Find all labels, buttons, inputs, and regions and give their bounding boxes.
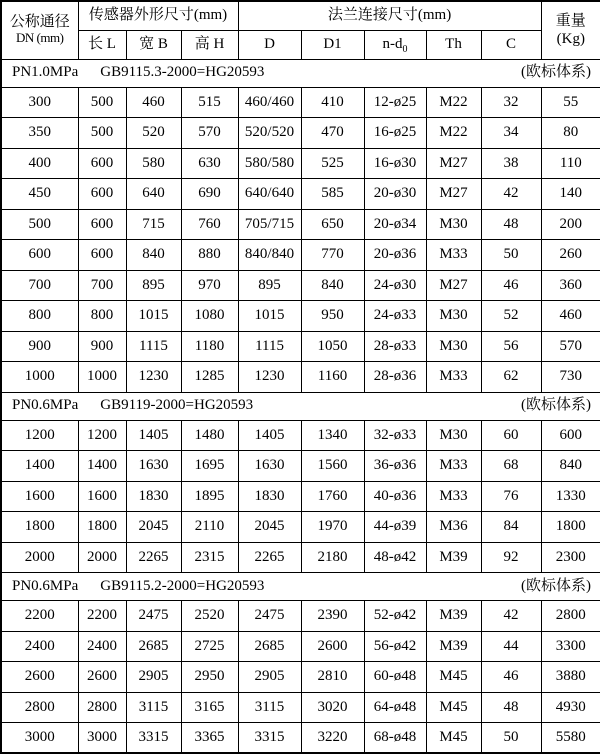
table-row <box>1 481 600 512</box>
table-cell: 60 <box>481 420 541 451</box>
table-cell: 3165 <box>181 692 238 723</box>
table-cell: 48 <box>481 209 541 240</box>
table-cell: 92 <box>481 542 541 573</box>
table-cell: 1895 <box>181 481 238 512</box>
table-cell: 640/640 <box>238 179 301 210</box>
table-cell: 56 <box>481 331 541 362</box>
table-cell: M30 <box>426 209 481 240</box>
table-cell: 1115 <box>126 331 181 362</box>
table-cell: M22 <box>426 87 481 118</box>
table-cell: 3020 <box>301 692 364 723</box>
table-cell: 900 <box>1 331 78 362</box>
table-cell: 3315 <box>238 723 301 754</box>
table-cell: 580/580 <box>238 148 301 179</box>
table-cell: 1015 <box>126 301 181 332</box>
table-cell: 1230 <box>238 362 301 393</box>
table-cell: 470 <box>301 118 364 149</box>
standard-note: (欧标体系) <box>521 64 592 81</box>
table-cell: 2905 <box>126 662 181 693</box>
table-cell: 16-ø30 <box>364 148 426 179</box>
table-cell: 2685 <box>126 631 181 662</box>
table-cell: M30 <box>426 301 481 332</box>
table-cell: 2600 <box>301 631 364 662</box>
table-cell: 520/520 <box>238 118 301 149</box>
table-row <box>1 542 600 573</box>
table-cell: 3315 <box>126 723 181 754</box>
table-row <box>1 179 600 210</box>
table-cell: 3220 <box>301 723 364 754</box>
table-row <box>1 270 600 301</box>
table-cell: 1630 <box>238 451 301 482</box>
section-header-row <box>1 59 600 87</box>
table-cell: 705/715 <box>238 209 301 240</box>
table-cell: M39 <box>426 631 481 662</box>
table-cell: 2800 <box>1 692 78 723</box>
table-cell: 2000 <box>1 542 78 573</box>
table-cell: 2475 <box>238 601 301 632</box>
column-header: 长 L <box>78 30 126 59</box>
table-row <box>1 723 600 754</box>
table-cell: 68 <box>481 451 541 482</box>
table-row <box>1 631 600 662</box>
table-cell: 2810 <box>301 662 364 693</box>
standard-note: (欧标体系) <box>521 397 592 414</box>
table-cell: 2200 <box>1 601 78 632</box>
table-cell: 700 <box>1 270 78 301</box>
table-cell: 1080 <box>181 301 238 332</box>
header-nominal-diameter-cn: 公称通径 <box>9 14 70 31</box>
table-cell: 2045 <box>238 512 301 543</box>
table-cell: M39 <box>426 601 481 632</box>
table-cell: 730 <box>541 362 600 393</box>
table-cell: 1285 <box>181 362 238 393</box>
table-cell: 570 <box>541 331 600 362</box>
table-cell: M36 <box>426 512 481 543</box>
table-row <box>1 240 600 271</box>
table-row <box>1 451 600 482</box>
table-cell: 640 <box>126 179 181 210</box>
table-cell: 42 <box>481 179 541 210</box>
header-weight-unit: (Kg) <box>556 31 585 48</box>
table-cell: 760 <box>181 209 238 240</box>
table-cell: 3000 <box>1 723 78 754</box>
table-cell: 1560 <box>301 451 364 482</box>
table-cell: 1400 <box>78 451 126 482</box>
table-row <box>1 420 600 451</box>
table-cell: 1200 <box>1 420 78 451</box>
table-cell: 20-ø36 <box>364 240 426 271</box>
table-cell: 1180 <box>181 331 238 362</box>
header-weight-cn: 重量 <box>555 13 586 30</box>
table-cell: 110 <box>541 148 600 179</box>
table-cell: 630 <box>181 148 238 179</box>
table-cell: 600 <box>78 148 126 179</box>
column-header: 高 H <box>181 30 238 59</box>
table-cell: 520 <box>126 118 181 149</box>
table-cell: 840 <box>301 270 364 301</box>
table-row <box>1 118 600 149</box>
table-cell: 56-ø42 <box>364 631 426 662</box>
table-cell: 1115 <box>238 331 301 362</box>
table-cell: 3115 <box>238 692 301 723</box>
table-cell: 20-ø30 <box>364 179 426 210</box>
table-cell: 1630 <box>126 451 181 482</box>
table-cell: M45 <box>426 723 481 754</box>
table-cell: 36-ø36 <box>364 451 426 482</box>
header-row-groups <box>1 1 600 30</box>
table-row <box>1 87 600 118</box>
standard-note: (欧标体系) <box>521 577 592 594</box>
table-cell: 580 <box>126 148 181 179</box>
table-row <box>1 301 600 332</box>
column-header: D <box>238 30 301 59</box>
table-cell: 2725 <box>181 631 238 662</box>
table-cell: 24-ø30 <box>364 270 426 301</box>
table-row <box>1 148 600 179</box>
table-cell: 38 <box>481 148 541 179</box>
table-cell: 1830 <box>126 481 181 512</box>
table-cell: 12-ø25 <box>364 87 426 118</box>
header-weight <box>541 1 600 59</box>
table-cell: 500 <box>78 118 126 149</box>
table-cell: 46 <box>481 662 541 693</box>
table-cell: 40-ø36 <box>364 481 426 512</box>
table-cell: 1160 <box>301 362 364 393</box>
table-cell: 585 <box>301 179 364 210</box>
table-cell: M33 <box>426 451 481 482</box>
table-row <box>1 601 600 632</box>
table-cell: 2400 <box>78 631 126 662</box>
column-header: D1 <box>301 30 364 59</box>
table-cell: 1405 <box>126 420 181 451</box>
table-cell: 2300 <box>541 542 600 573</box>
table-cell: 1760 <box>301 481 364 512</box>
table-cell: 3115 <box>126 692 181 723</box>
table-cell: 52 <box>481 301 541 332</box>
table-cell: 690 <box>181 179 238 210</box>
table-row <box>1 362 600 393</box>
column-header: C <box>481 30 541 59</box>
table-cell: 2685 <box>238 631 301 662</box>
header-sensor-dimensions-group: 传感器外形尺寸(mm) <box>78 1 238 30</box>
table-cell: 80 <box>541 118 600 149</box>
table-cell: 300 <box>1 87 78 118</box>
table-cell: 895 <box>238 270 301 301</box>
table-cell: 570 <box>181 118 238 149</box>
column-header: 宽 B <box>126 30 181 59</box>
table-cell: 500 <box>78 87 126 118</box>
table-cell: 50 <box>481 240 541 271</box>
table-cell: 515 <box>181 87 238 118</box>
table-cell: 700 <box>78 270 126 301</box>
table-cell: 350 <box>1 118 78 149</box>
table-cell: 28-ø36 <box>364 362 426 393</box>
header-flange-dimensions-group: 法兰连接尺寸(mm) <box>238 1 541 30</box>
standard-code: GB9119-2000=HG20593 <box>100 397 254 414</box>
table-cell: M33 <box>426 481 481 512</box>
table-cell: 600 <box>78 209 126 240</box>
table-cell: 360 <box>541 270 600 301</box>
table-cell: 800 <box>78 301 126 332</box>
table-cell: 800 <box>1 301 78 332</box>
table-cell: 2475 <box>126 601 181 632</box>
table-cell: 55 <box>541 87 600 118</box>
table-cell: 840 <box>126 240 181 271</box>
table-cell: 600 <box>78 179 126 210</box>
pressure-rating: PN0.6MPa <box>12 397 79 414</box>
table-cell: 400 <box>1 148 78 179</box>
table-cell: 715 <box>126 209 181 240</box>
table-cell: 1015 <box>238 301 301 332</box>
table-cell: 2520 <box>181 601 238 632</box>
table-cell: M30 <box>426 331 481 362</box>
table-cell: M45 <box>426 662 481 693</box>
table-cell: M27 <box>426 148 481 179</box>
table-cell: 2390 <box>301 601 364 632</box>
table-cell: 2800 <box>541 601 600 632</box>
table-cell: 3300 <box>541 631 600 662</box>
table-cell: 4930 <box>541 692 600 723</box>
table-cell: 1800 <box>78 512 126 543</box>
header-nominal-diameter-unit: DN (mm) <box>16 30 64 46</box>
table-cell: 3000 <box>78 723 126 754</box>
table-cell: 1000 <box>78 362 126 393</box>
table-cell: 410 <box>301 87 364 118</box>
table-cell: 60-ø48 <box>364 662 426 693</box>
table-cell: 2800 <box>78 692 126 723</box>
table-cell: 2265 <box>126 542 181 573</box>
table-cell: 600 <box>541 420 600 451</box>
table-cell: 44 <box>481 631 541 662</box>
standard-code: GB9115.3-2000=HG20593 <box>100 64 265 81</box>
table-cell: 1830 <box>238 481 301 512</box>
table-cell: 460 <box>126 87 181 118</box>
header-row-columns <box>1 30 600 59</box>
table-cell: 2950 <box>181 662 238 693</box>
table-cell: 2180 <box>301 542 364 573</box>
table-cell: M27 <box>426 270 481 301</box>
table-cell: 3880 <box>541 662 600 693</box>
table-row <box>1 662 600 693</box>
table-cell: 1480 <box>181 420 238 451</box>
table-cell: 28-ø33 <box>364 331 426 362</box>
table-cell: 970 <box>181 270 238 301</box>
table-cell: 16-ø25 <box>364 118 426 149</box>
table-cell: 895 <box>126 270 181 301</box>
table-cell: 1405 <box>238 420 301 451</box>
pressure-rating: PN0.6MPa <box>12 577 79 594</box>
table-cell: 1800 <box>1 512 78 543</box>
table-cell: 1600 <box>1 481 78 512</box>
table-cell: 460/460 <box>238 87 301 118</box>
section-header-row <box>1 573 600 601</box>
standard-code: GB9115.2-2000=HG20593 <box>100 577 265 594</box>
table-cell: 20-ø34 <box>364 209 426 240</box>
table-cell: 600 <box>78 240 126 271</box>
table-cell: 84 <box>481 512 541 543</box>
table-cell: 1000 <box>1 362 78 393</box>
table-cell: 3365 <box>181 723 238 754</box>
table-cell: 2905 <box>238 662 301 693</box>
table-cell: 2000 <box>78 542 126 573</box>
table-cell: 900 <box>78 331 126 362</box>
table-cell: 64-ø48 <box>364 692 426 723</box>
section-header-row <box>1 392 600 420</box>
table-cell: 450 <box>1 179 78 210</box>
table-cell: 48-ø42 <box>364 542 426 573</box>
table-cell: 34 <box>481 118 541 149</box>
table-cell: 1600 <box>78 481 126 512</box>
header-nominal-diameter <box>1 1 78 59</box>
table-cell: 52-ø42 <box>364 601 426 632</box>
table-cell: M30 <box>426 420 481 451</box>
table-cell: 32-ø33 <box>364 420 426 451</box>
table-cell: 500 <box>1 209 78 240</box>
table-cell: 5580 <box>541 723 600 754</box>
table-cell: 50 <box>481 723 541 754</box>
table-row <box>1 692 600 723</box>
table-cell: 62 <box>481 362 541 393</box>
table-cell: 1330 <box>541 481 600 512</box>
table-cell: M39 <box>426 542 481 573</box>
table-cell: 1695 <box>181 451 238 482</box>
table-cell: 2400 <box>1 631 78 662</box>
pressure-rating: PN1.0MPa <box>12 64 79 81</box>
table-cell: 2265 <box>238 542 301 573</box>
table-cell: M27 <box>426 179 481 210</box>
table-cell: 46 <box>481 270 541 301</box>
table-cell: 650 <box>301 209 364 240</box>
table-cell: 2600 <box>1 662 78 693</box>
table-cell: M45 <box>426 692 481 723</box>
table-cell: 880 <box>181 240 238 271</box>
table-row <box>1 331 600 362</box>
table-cell: 1340 <box>301 420 364 451</box>
table-cell: 1200 <box>78 420 126 451</box>
table-cell: 2600 <box>78 662 126 693</box>
table-cell: 770 <box>301 240 364 271</box>
table-cell: 2200 <box>78 601 126 632</box>
table-row <box>1 512 600 543</box>
table-cell: 260 <box>541 240 600 271</box>
column-header: Th <box>426 30 481 59</box>
table-cell: 2110 <box>181 512 238 543</box>
table-cell: M33 <box>426 362 481 393</box>
table-cell: 24-ø33 <box>364 301 426 332</box>
table-cell: 42 <box>481 601 541 632</box>
table-row <box>1 209 600 240</box>
table-cell: 2045 <box>126 512 181 543</box>
table-cell: 32 <box>481 87 541 118</box>
table-cell: 44-ø39 <box>364 512 426 543</box>
table-cell: 140 <box>541 179 600 210</box>
table-cell: 200 <box>541 209 600 240</box>
table-cell: M33 <box>426 240 481 271</box>
table-cell: 840 <box>541 451 600 482</box>
table-cell: 76 <box>481 481 541 512</box>
table-cell: 1230 <box>126 362 181 393</box>
table-cell: 1800 <box>541 512 600 543</box>
table-cell: 840/840 <box>238 240 301 271</box>
table-cell: 1050 <box>301 331 364 362</box>
table-cell: M22 <box>426 118 481 149</box>
table-cell: 48 <box>481 692 541 723</box>
table-cell: 460 <box>541 301 600 332</box>
table-cell: 525 <box>301 148 364 179</box>
table-cell: 68-ø48 <box>364 723 426 754</box>
column-header: $n-d_0$ <box>364 30 426 59</box>
table-cell: 1970 <box>301 512 364 543</box>
table-cell: 950 <box>301 301 364 332</box>
table-cell: 1400 <box>1 451 78 482</box>
table-cell: 600 <box>1 240 78 271</box>
table-cell: 2315 <box>181 542 238 573</box>
